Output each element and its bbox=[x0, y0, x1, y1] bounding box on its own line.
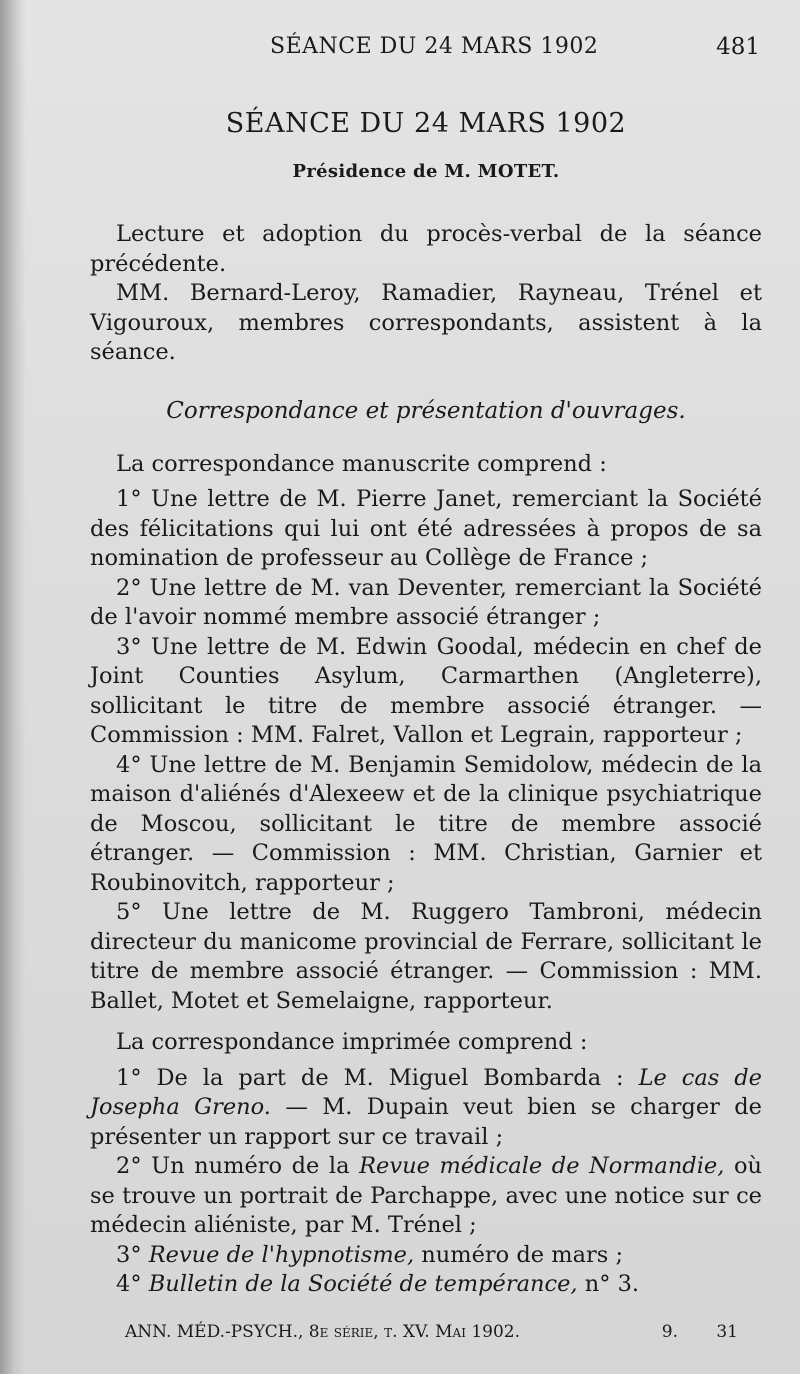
work-title: Le cas de Josepha Greno. bbox=[90, 1064, 763, 1120]
item-text: n° 3. bbox=[577, 1271, 640, 1297]
manuscrite-item: 4° Une lettre de M. Benjamin Semidolow, médecin de la maison d'aliénés d'Alexeew et de la clinique psychiatrique de Moscou, sollicitant le titre de membre associé étranger. — Commission : MM. Christian, Garnier et Roubinovitch, rapporteur ; bbox=[90, 751, 762, 896]
imprimee-item-4 bbox=[90, 1270, 762, 1300]
running-title: SÉANCE DU 24 MARS 1902 bbox=[270, 34, 599, 59]
imprimee-intro: La correspondance imprimée comprend : bbox=[116, 1029, 588, 1055]
item-text: numéro de mars ; bbox=[414, 1241, 624, 1268]
item-text: 4° bbox=[116, 1271, 149, 1297]
paragraph-lecture: Lecture et adoption du procès-verbal de la séance précédente. bbox=[90, 221, 762, 277]
item-text: 1° De la part de M. Miguel Bombarda : bbox=[116, 1064, 639, 1091]
page-footer bbox=[125, 1322, 738, 1346]
manuscrite-item: 3° Une lettre de M. Edwin Goodal, médecin en chef de Joint Counties Asylum, Carmarthen (Angleterre), sollicitant le titre de membre associé étranger. — Commission : MM. Falret, Vallon et Legrain, rapporteur ; bbox=[90, 633, 762, 748]
footer-citation: ANN. MÉD.-PSYCH., 8e série, t. XV. Mai 1902. bbox=[125, 1322, 521, 1342]
presidence-line: Présidence de M. MOTET. bbox=[292, 161, 560, 182]
imprimee-item-2 bbox=[90, 1152, 762, 1241]
binding-shadow bbox=[0, 0, 26, 1374]
footer-signature: 9. bbox=[661, 1322, 678, 1342]
manuscrite-item: 1° Une lettre de M. Pierre Janet, remerciant la Société des félicitations qui lui ont été adressées à propos de sa nomination de professeur au Collège de France ; bbox=[90, 486, 762, 571]
work-title: Bulletin de la Société de tempérance, bbox=[148, 1271, 578, 1297]
page-content bbox=[90, 108, 762, 1300]
item-text: 3° bbox=[116, 1241, 149, 1268]
work-title: Revue de l'hypnotisme, bbox=[148, 1241, 415, 1268]
page-number: 481 bbox=[716, 34, 760, 60]
item-text: où se trouve un portrait de Parchappe, avec une notice sur ce médecin aliéniste, par M. Trénel ; bbox=[90, 1153, 762, 1238]
item-text: — M. Dupain veut bien se charger de présenter un rapport sur ce travail ; bbox=[90, 1094, 762, 1150]
paragraph-attendance: MM. Bernard-Leroy, Ramadier, Rayneau, Trénel et Vigouroux, membres correspondants, assistent à la séance. bbox=[90, 280, 762, 365]
imprimee-item-1 bbox=[90, 1064, 762, 1153]
manuscrite-item: 5° Une lettre de M. Ruggero Tambroni, médecin directeur du manicome provincial de Ferrare, sollicitant le titre de membre associé étranger. — Commission : MM. Ballet, Motet et Semelaigne, rapporteur. bbox=[90, 899, 762, 1014]
section-title: Correspondance et présentation d'ouvrages. bbox=[166, 397, 686, 424]
item-text: 2° Un numéro de la bbox=[116, 1153, 360, 1179]
session-title: SÉANCE DU 24 MARS 1902 bbox=[225, 108, 627, 139]
work-title: Revue médicale de Normandie, bbox=[359, 1153, 725, 1179]
manuscrite-intro: La correspondance manuscrite comprend : bbox=[116, 450, 607, 477]
imprimee-item-3 bbox=[90, 1241, 762, 1271]
footer-sheet-number: 31 bbox=[716, 1322, 738, 1342]
manuscrite-item: 2° Une lettre de M. van Deventer, remerciant la Société de l'avoir nommé membre associé étranger ; bbox=[90, 574, 762, 630]
page-header bbox=[90, 34, 760, 64]
